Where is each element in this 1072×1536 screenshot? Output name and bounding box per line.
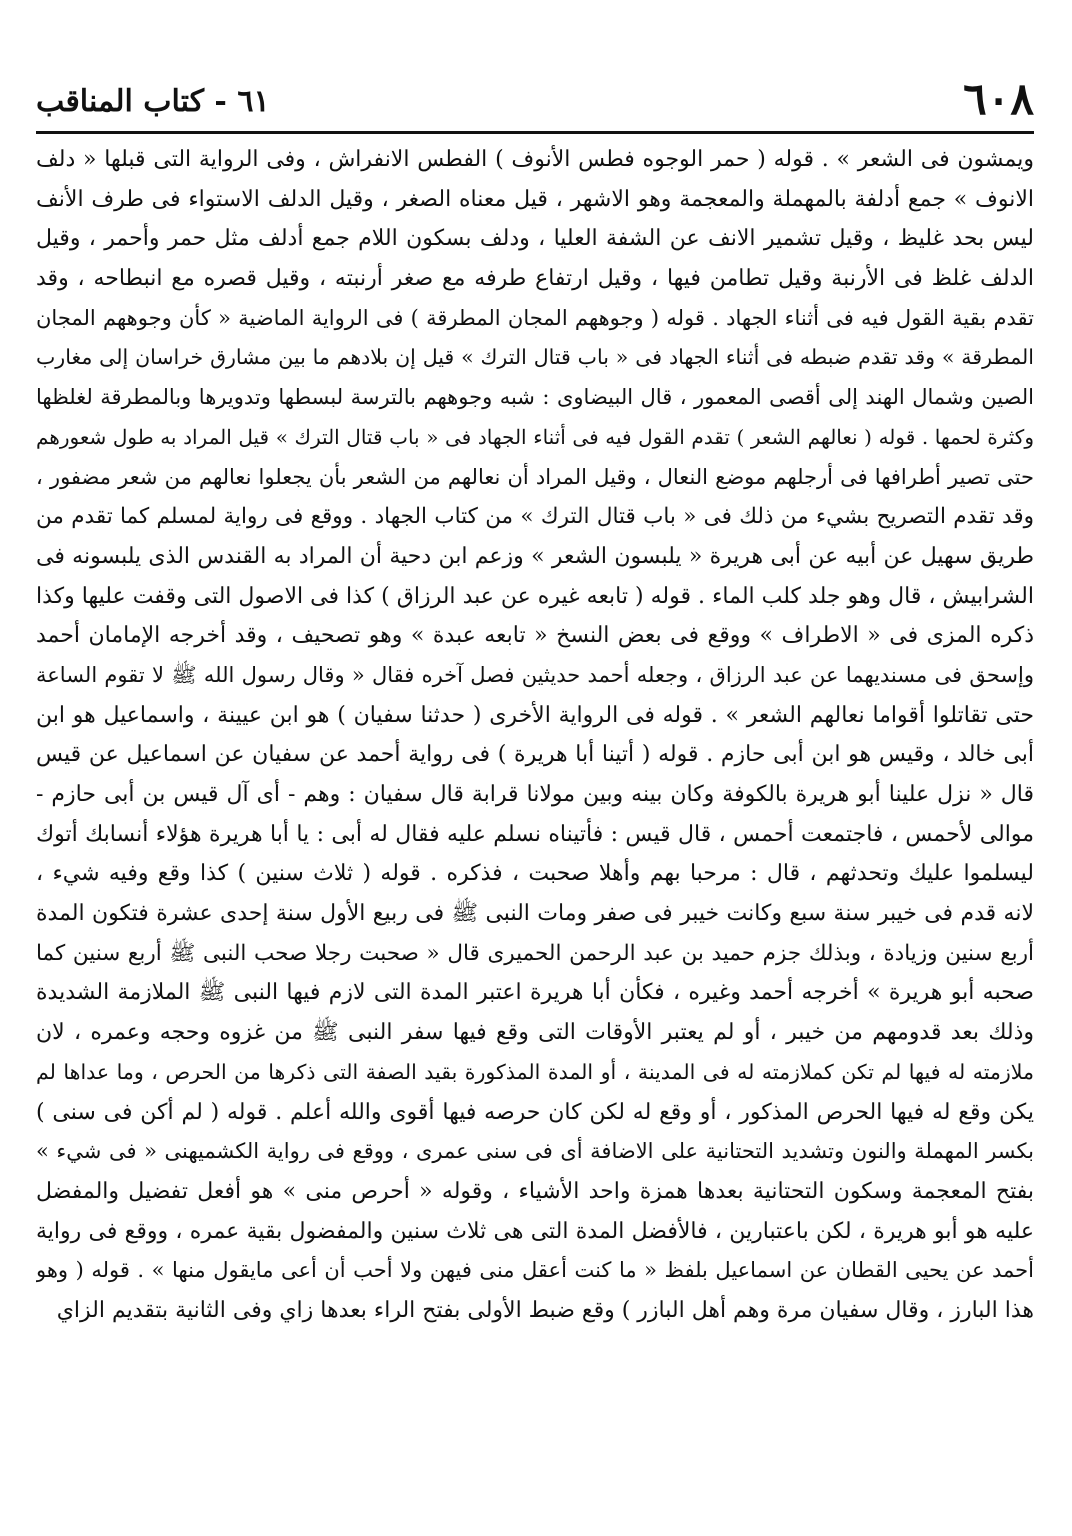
text-line: أحمد عن يحيى القطان عن اسماعيل بلفظ « ما كنت أعقل منى فيهن ولا أحب أن أعى مايقول منها » . قوله ( وهو [36,1258,1034,1283]
text-line: الصين وشمال الهند إلى أقصى المعمور ، قال البيضاوى : شبه وجوههم بالترسة لبسطها وتدويرها وبالمطرقة لغلظها [36,385,1034,410]
text-line: الشرابيش ، قال وهو جلد كلب الماء . قوله ( تابعه غيره عن عبد الرزاق ) كذا فى الاصول التى وقفت عليها وكذا [36,583,1034,609]
text-line: ذكره المزى فى « الاطراف » ووقع فى بعض النسخ « تابعه عبدة » وهو تصحيف ، وقد أخرجه الإمامان أحمد [36,623,1034,649]
text-line: وكثرة لحمها . قوله ( نعالهم الشعر ) تقدم القول فيه فى أثناء الجهاد فى « باب قتال الترك » قيل المراد به طول شعورهم [36,424,1034,449]
text-line: وقد تقدم التصريح بشيء من ذلك فى « باب قتال الترك » من كتاب الجهاد . ووقع فى رواية لمسلم كما تقدم من [36,504,1034,530]
text-line: أبى خالد ، وقيس هو ابن أبى حازم . قوله ( أتينا أبا هريرة ) فى رواية أحمد عن سفيان عن اسماعيل عن قيس [36,742,1034,768]
text-line: ليس بحد غليظ ، وقيل تشمير الانف عن الشفة العليا ، ودلف بسكون اللام جمع أدلف مثل حمر وأحمر ، وقيل [36,226,1034,252]
text-line: قال « نزل علينا أبو هريرة بالكوفة وكان بينه وبين مولانا قرابة قال سفيان : وهم - أى آل قيس بن أبى حازم - [36,782,1034,807]
text-line: يكن وقع له فيها الحرص المذكور ، أو وقع له لكن كان حرصه فيها أقوى والله أعلم . قوله ( لم أكن فى سنى ) [36,1099,1034,1125]
text-line: صحبه أبو هريرة » أخرجه أحمد وغيره ، فكأن أبا هريرة اعتبر المدة التى لازم فيها النبى ﷺ الملازمة الشديدة [36,980,1034,1006]
body-text [36,140,1034,1331]
text-line: موالى لأحمس ، فاجتمعت أحمس ، قال قيس : فأتيناه نسلم عليه فقال له أبى : يا أبا هريرة هؤلاء أنسابك أتوك [36,821,1034,847]
page-number: ٦٠٨ [963,74,1034,125]
text-line: الدلف غلظ فى الأرنبة وقيل تطامن فيها ، وقيل ارتفاع طرفه مع صغر أرنبته ، وقيل قصره مع انبطاحه ، وقد [36,266,1034,292]
text-line: أربع سنين وزيادة ، وبذلك جزم حميد بن عبد الرحمن الحميرى قال « صحبت رجلا صحب النبى ﷺ أربع سنين كما [36,940,1034,966]
text-line: بفتح المعجمة وسكون التحتانية بعدها همزة واحد الأشياء ، وقوله « أحرص منى » هو أفعل تفضيل والمفضل [36,1178,1034,1204]
page-header [36,70,1034,130]
running-head: ٦١ - كتاب المناقب [36,84,270,119]
text-line: طريق سهيل عن أبيه عن أبى هريرة « يلبسون الشعر » وزعم ابن دحية أن المراد به القندس الذى يلبسونه فى [36,543,1034,569]
text-line: لانه قدم فى خيبر سنة سبع وكانت خيبر فى صفر ومات النبى ﷺ فى ربيع الأول سنة إحدى عشرة فتكون المدة [36,901,1034,927]
text-line: تقدم بقية القول فيه فى أثناء الجهاد . قوله ( وجوههم المجان المطرقة ) فى الرواية الماضية « كأن وجوههم المجان [36,305,1034,330]
text-line: هذا البارز ، وقال سفيان مرة وهم أهل البازر ) وقع ضبط الأولى بفتح الراء بعدها زاي وفى الثانية بتقديم الزاي [56,1297,1034,1323]
text-line: وذلك بعد قدومهم من خيبر ، أو لم يعتبر الأوقات التى وقع فيها سفر النبى ﷺ من غزوه وحجه وعمره ، لان [36,1020,1034,1046]
text-line: حتى تقاتلوا أقواما نعالهم الشعر » . قوله فى الرواية الأخرى ( حدثنا سفيان ) هو ابن عيينة ، واسماعيل هو ابن [36,702,1034,728]
text-line: ملازمته له فيها لم تكن كملازمته له فى المدينة ، أو المدة المذكورة بقيد الصفة التى ذكرها من الحرص ، وما عداها لم [36,1059,1034,1084]
text-line: الانوف » جمع أدلفة بالمهملة والمعجمة وهو الاشهر ، قيل معناه الصغر ، وقيل الدلف الاستواء فى طرف الأنف [36,186,1034,212]
text-line: ليسلموا عليك وتحدثهم ، قال : مرحبا بهم وأهلا صحبت ، فذكره . قوله ( ثلاث سنين ) كذا وقع وفيه شيء ، [36,861,1034,887]
text-line: المطرقة » وقد تقدم ضبطه فى أثناء الجهاد فى « باب قتال الترك » قيل إن بلادهم ما بين مشارق خراسان إلى مغارب [36,345,1034,370]
text-line: عليه هو أبو هريرة ، لكن باعتبارين ، فالأفضل المدة التى هى ثلاث سنين والمفضول بقية عمره ، ووقع فى رواية [36,1218,1034,1244]
text-line: وإسحق فى مسنديهما عن عبد الرزاق ، وجعله أحمد حديثين فصل آخره فقال « وقال رسول الله ﷺ لا تقوم الساعة [36,662,1034,687]
text-line: ويمشون فى الشعر » . قوله ( حمر الوجوه فطس الأنوف ) الفطس الانفراش ، وفى الرواية التى قبلها « دلف [36,147,1034,172]
text-line: حتى تصير أطرافها فى أرجلهم موضع النعال ، وقيل المراد أن نعالهم من الشعر بأن يجعلوا نعالهم من شعر مضفور ، [36,464,1034,489]
header-rule [36,131,1034,134]
text-line: بكسر المهملة والنون وتشديد التحتانية على الاضافة أى فى سنى عمرى ، ووقع فى رواية الكشميهنى « فى شيء » [36,1139,1034,1164]
